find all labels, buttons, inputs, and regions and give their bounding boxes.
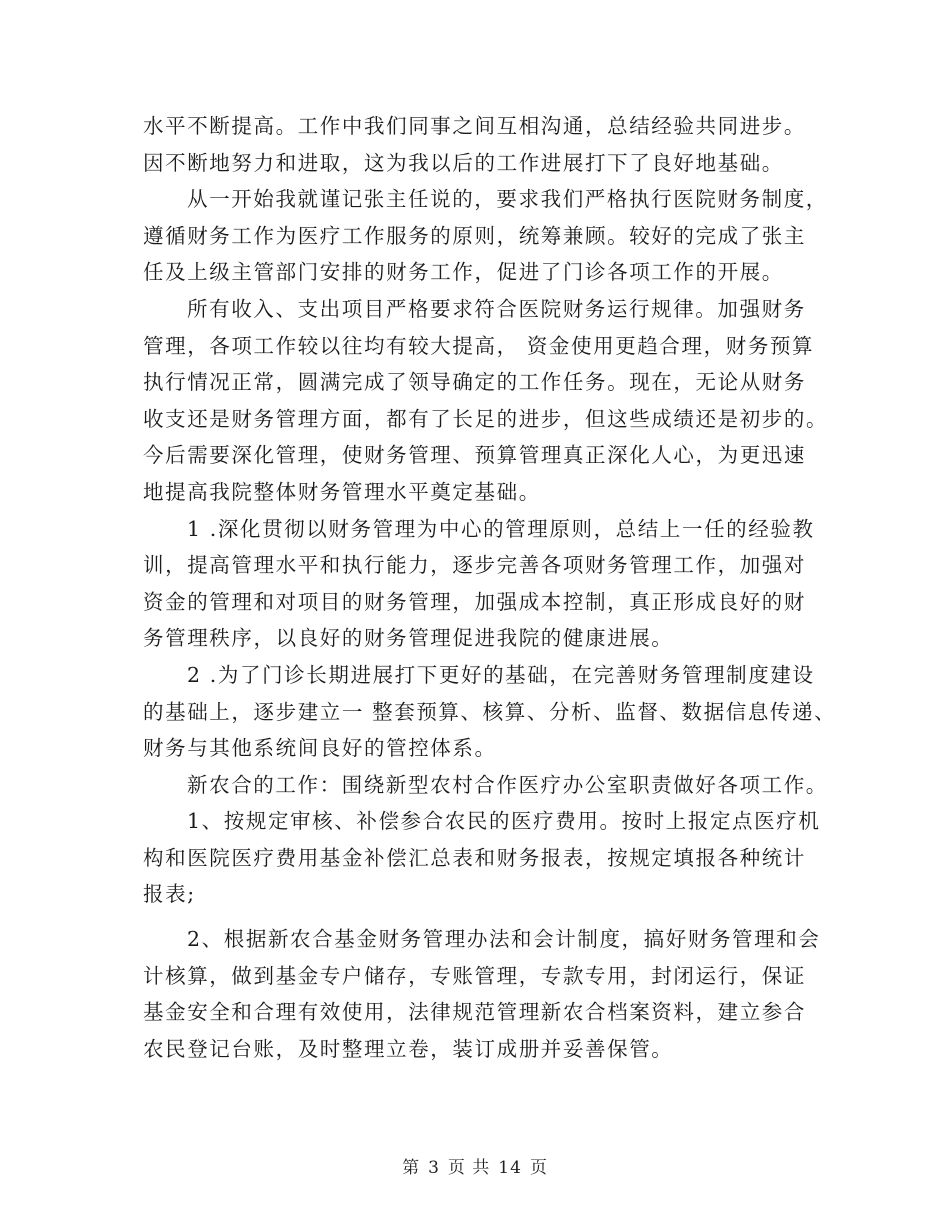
document-body bbox=[143, 108, 837, 1067]
paragraph-start: 2、根据新农合基金财务管理办法和会计制度，搞好财务管理和会 bbox=[187, 927, 821, 952]
text-line: 训，提高管理水平和执行能力，逐步完善各项财务管理工作，加强对 bbox=[143, 553, 806, 578]
text-line: 水平不断提高。工作中我们同事之间互相沟通，总结经验共同进步。 bbox=[143, 114, 806, 138]
text-line: 地提高我院整体财务管理水平奠定基础。 bbox=[143, 479, 541, 504]
text-line: 任及上级主管部门安排的财务工作，促进了门诊各项工作的开展。 bbox=[143, 260, 784, 285]
text-line: 因不断地努力和进取，这为我以后的工作进展打下了良好地基础。 bbox=[143, 150, 784, 175]
footer-middle: 页 共 bbox=[447, 1158, 491, 1178]
paragraph-start: 新农合的工作：围绕新型农村合作医疗办公室职责做好各项工作。 bbox=[187, 772, 828, 797]
text-line: 执行情况正常，圆满完成了领导确定的工作任务。现在，无论从财务 bbox=[143, 370, 806, 395]
footer-total-pages: 14 bbox=[498, 1158, 522, 1178]
paragraph-start: 1、按规定审核、补偿参合农民的医疗费用。按时上报定点医疗机 bbox=[187, 809, 821, 834]
paragraph-start: 1 .深化贯彻以财务管理为中心的管理原则，总结上一任的经验教 bbox=[187, 516, 815, 541]
text-line: 报表; bbox=[143, 882, 196, 907]
paragraph-start: 所有收入、支出项目严格要求符合医院财务运行规律。加强财务 bbox=[187, 296, 806, 321]
text-line: 财务与其他系统间良好的管控体系。 bbox=[143, 736, 497, 761]
paragraph-start: 从一开始我就谨记张主任说的，要求我们严格执行医院财务制度， bbox=[187, 187, 828, 212]
footer-page-number: 3 bbox=[428, 1158, 440, 1178]
text-line: 务管理秩序，以良好的财务管理促进我院的健康进展。 bbox=[143, 626, 674, 651]
paragraph-start: 2 .为了门诊长期进展打下更好的基础，在完善财务管理制度建设 bbox=[187, 662, 815, 687]
text-line: 资金的管理和对项目的财务管理，加强成本控制，真正形成良好的财 bbox=[143, 589, 806, 614]
text-line: 收支还是财务管理方面，都有了长足的进步，但这些成绩还是初步的。 bbox=[143, 406, 829, 431]
page-footer bbox=[0, 1153, 950, 1178]
text-line: 农民登记台账，及时整理立卷，装订成册并妥善保管。 bbox=[143, 1036, 674, 1061]
footer-suffix: 页 bbox=[529, 1158, 548, 1178]
text-line: 今后需要深化管理，使财务管理、预算管理真正深化人心，为更迅速 bbox=[143, 443, 806, 468]
footer-prefix: 第 bbox=[402, 1158, 421, 1178]
text-line: 的基础上，逐步建立一 整套预算、核算、分析、监督、数据信息传递、 bbox=[143, 699, 837, 724]
text-line: 计核算，做到基金专户储存，专账管理，专款专用，封闭运行，保证 bbox=[143, 963, 806, 988]
text-line: 管理，各项工作较以往均有较大提高， 资金使用更趋合理，财务预算 bbox=[143, 333, 815, 358]
text-line: 基金安全和合理有效使用，法律规范管理新农合档案资料，建立参合 bbox=[143, 1000, 806, 1025]
text-line: 构和医院医疗费用基金补偿汇总表和财务报表，按规定填报各种统计 bbox=[143, 845, 806, 870]
text-line: 遵循财务工作为医疗工作服务的原则，统筹兼顾。较好的完成了张主 bbox=[143, 223, 806, 248]
